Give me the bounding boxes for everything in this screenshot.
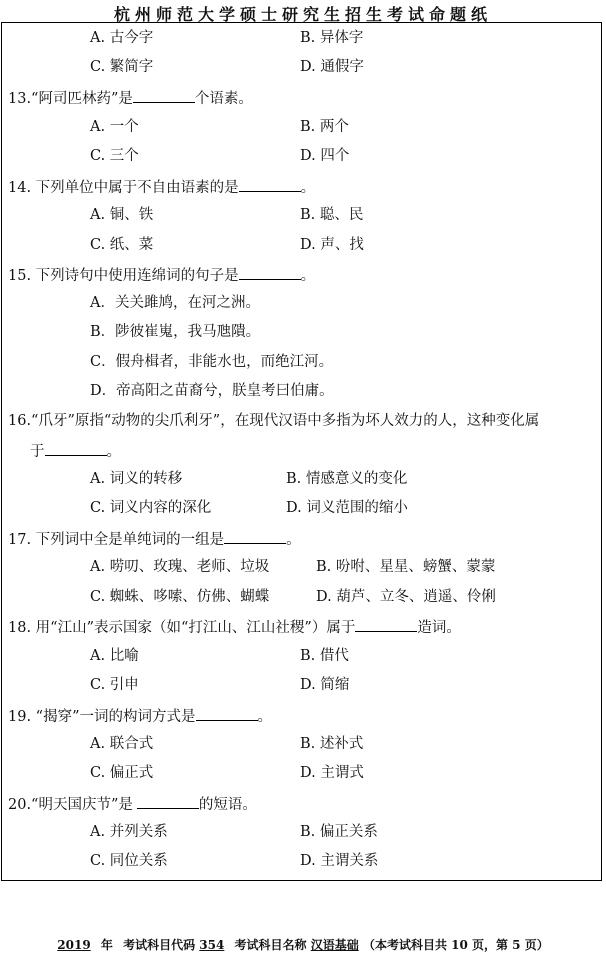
option: B. 吩咐、星星、螃蟹、蒙蒙 [316,559,496,575]
option: B. 聪、民 [300,207,364,223]
option: D. 通假字 [300,59,364,75]
option: A. 铜、铁 [90,207,154,223]
option: B．陟彼崔嵬，我马虺隤。 [90,324,261,340]
option: D. 葫芦、立冬、逍遥、伶俐 [316,589,496,605]
option: B. 偏正关系 [300,824,378,840]
option: B. 借代 [300,648,349,664]
page-footer: 2019 年 考试科目代码 354 考试科目名称 汉语基础 （本考试科目共 10 页，第 5 页） [57,938,549,952]
option: D. 词义范围的缩小 [286,500,408,516]
question-13: 13.“阿司匹林药”是 个语素。 [8,88,253,108]
option: C. 引申 [90,677,139,693]
question-19: 19. “揭穿”一词的构词方式是 。 [8,706,272,726]
option: A．关关雎鸠，在河之洲。 [90,295,260,311]
option: C. 三个 [90,148,139,164]
question-14: 14. 下列单位中属于不自由语素的是 。 [8,177,315,197]
page-note: （本考试科目共 10 页，第 5 页） [362,938,549,952]
question-20: 20.“明天国庆节”是 的短语。 [8,794,257,814]
option: A. 唠叨、玫瑰、老师、垃圾 [90,559,270,575]
answer-blank [239,265,301,280]
option: D. 四个 [300,148,350,164]
subject-name: 汉语基础 [310,938,359,952]
option: D．帝高阳之苗裔兮，朕皇考曰伯庸。 [90,383,334,399]
answer-blank [224,529,286,544]
option: B. 情感意义的变化 [286,471,408,487]
option: C. 繁简字 [90,59,154,75]
option: B. 两个 [300,119,349,135]
question-17: 17. 下列词中全是单纯词的一组是 。 [8,529,301,549]
option: C. 纸、菜 [90,237,154,253]
option: A. 词义的转移 [90,471,183,487]
option: A. 古今字 [90,30,154,46]
answer-blank [355,617,417,632]
answer-blank [137,794,199,809]
subject-code: 354 [199,938,225,952]
question-15: 15. 下列诗句中使用连绵词的句子是 。 [8,265,315,285]
exam-paper-header: 杭州师范大学硕士研究生招生考试命题纸 [113,5,492,24]
option: C. 蜘蛛、哆嗦、仿佛、蝴蝶 [90,589,270,605]
answer-blank [45,441,107,456]
option: D. 主谓关系 [300,853,379,869]
question-16-cont: 于 。 [30,441,121,461]
option: A. 联合式 [90,736,154,752]
option: B. 异体字 [300,30,364,46]
exam-year: 2019 [57,938,91,952]
answer-blank [196,706,258,721]
question-18: 18. 用“江山”表示国家（如“打江山、江山社稷”）属于 造词。 [8,617,461,637]
option: B. 述补式 [300,736,364,752]
option: C. 偏正式 [90,765,154,781]
option: A. 一个 [90,119,139,135]
option: D. 简缩 [300,677,350,693]
option: D. 声、找 [300,237,364,253]
option: A. 并列关系 [90,824,168,840]
answer-blank [239,177,301,192]
option: A. 比喻 [90,648,139,664]
question-16: 16.“爪牙”原指“动物的尖爪利牙”，在现代汉语中多指为坏人效力的人，这种变化属 [8,413,540,429]
answer-blank [133,88,195,103]
option: D. 主谓式 [300,765,364,781]
option: C. 词义内容的深化 [90,500,212,516]
option: C．假舟楫者，非能水也，而绝江河。 [90,354,334,370]
option: C. 同位关系 [90,853,168,869]
